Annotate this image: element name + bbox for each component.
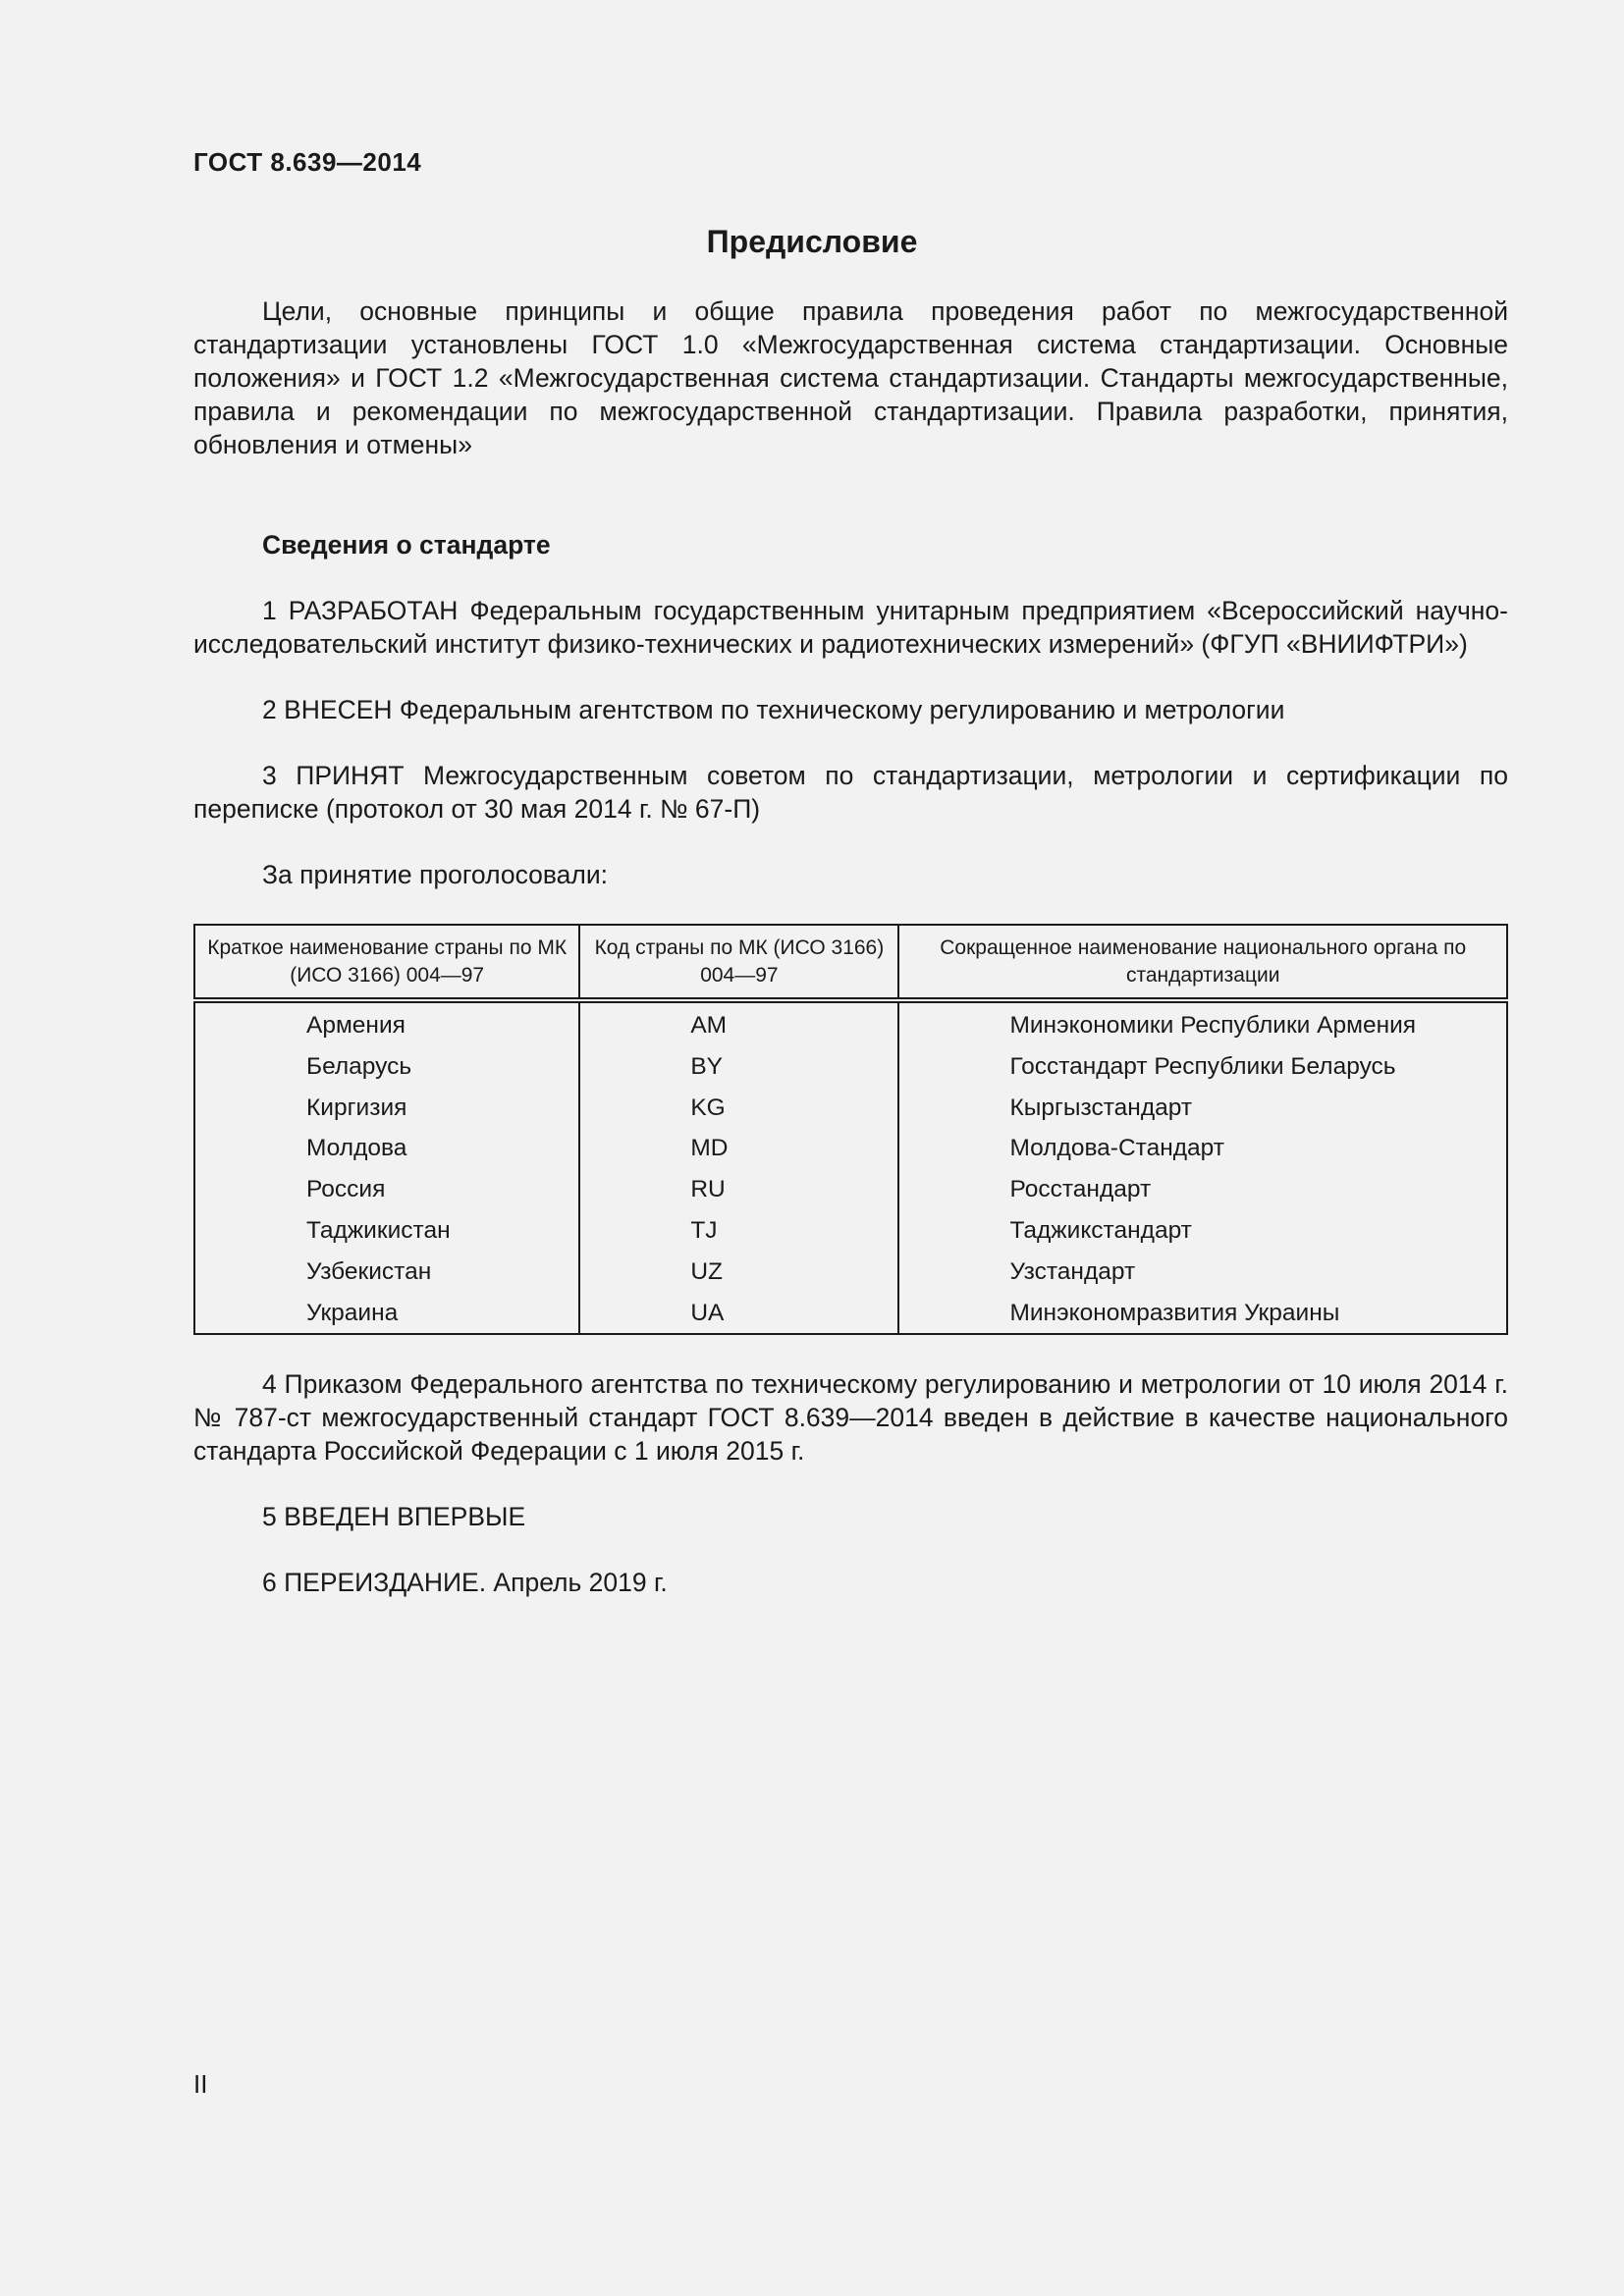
item-developed: 1 РАЗРАБОТАН Федеральным государственным унитарным предприятием «Всероссийский научно-исследовательский институт физико-технических и радиотехнических измерений» (ФГУП «ВНИИФТРИ»)	[193, 596, 1508, 659]
item-introduced-by: 2 ВНЕСЕН Федеральным агентством по техническому регулированию и метрологии	[262, 695, 1285, 724]
table-header-row	[194, 925, 1507, 1000]
item-reissue: 6 ПЕРЕИЗДАНИЕ. Апрель 2019 г.	[262, 1568, 668, 1598]
table-row	[194, 1000, 1507, 1046]
country-code: KG	[579, 1088, 898, 1129]
header-standards-body: Сокращенное наименование национального органа по стандартизации	[898, 925, 1507, 1000]
country-name: Киргизия	[194, 1088, 579, 1129]
country-name: Россия	[194, 1169, 579, 1210]
intro-paragraph: Цели, основные принципы и общие правила проведения работ по межгосударственной стандартизации установлены ГОСТ 1.0 «Межгосударственная система стандартизации. Основные положения» и ГОСТ 1.2 «Межгосударственная система стандартизации. Стандарты межгосударственные, правила и рекомендации по межгосударственной стандартизации. Правила разработки, принятия, обновления и отмены»	[193, 296, 1508, 459]
standards-body: Госстандарт Республики Беларусь	[898, 1046, 1507, 1088]
country-name: Украина	[194, 1293, 579, 1335]
voted-label: За принятие проголосовали:	[262, 860, 609, 889]
item-order: 4 Приказом Федерального агентства по техническому регулированию и метрологии от 10 июля 2014 г. № 787-ст межгосударственный стандарт ГОСТ 8.639—2014 введен в действие в качестве национального стандарта Российской Федерации с 1 июля 2015 г.	[193, 1369, 1508, 1467]
page-number: II	[193, 2069, 208, 2099]
item-adopted: 3 ПРИНЯТ Межгосударственным советом по стандартизации, метрологии и сертификации по переписке (протокол от 30 мая 2014 г. № 67-П)	[193, 761, 1508, 824]
country-name: Узбекистан	[194, 1252, 579, 1293]
standards-body: Минэкономики Республики Армения	[898, 1000, 1507, 1046]
table-row	[194, 1293, 1507, 1335]
country-code: UA	[579, 1293, 898, 1335]
foreword-body	[193, 294, 1508, 1599]
table-row	[194, 1128, 1507, 1169]
standards-body: Молдова-Стандарт	[898, 1128, 1507, 1169]
header-country-code: Код страны по МК (ИСО 3166) 004—97	[579, 925, 898, 1000]
header-country-name: Краткое наименование страны по МК (ИСО 3166) 004—97	[194, 925, 579, 1000]
table-row	[194, 1088, 1507, 1129]
country-name: Армения	[194, 1000, 579, 1046]
page-title: Предисловие	[706, 224, 918, 259]
item-first-time: 5 ВВЕДЕН ВПЕРВЫЕ	[262, 1502, 526, 1532]
country-code: RU	[579, 1169, 898, 1210]
voting-table	[193, 924, 1508, 1335]
standards-body: Узстандарт	[898, 1252, 1507, 1293]
country-code: BY	[579, 1046, 898, 1088]
country-name: Молдова	[194, 1128, 579, 1169]
document-code: ГОСТ 8.639—2014	[193, 147, 422, 177]
table-row	[194, 1210, 1507, 1252]
table-row	[194, 1169, 1507, 1210]
standards-body: Минэкономразвития Украины	[898, 1293, 1507, 1335]
section-heading: Сведения о стандарте	[262, 530, 551, 560]
country-code: AM	[579, 1000, 898, 1046]
standards-body: Таджикстандарт	[898, 1210, 1507, 1252]
country-code: MD	[579, 1128, 898, 1169]
table-row	[194, 1046, 1507, 1088]
country-name: Таджикистан	[194, 1210, 579, 1252]
table-row	[194, 1252, 1507, 1293]
country-name: Беларусь	[194, 1046, 579, 1088]
country-code: UZ	[579, 1252, 898, 1293]
standards-body: Кыргызстандарт	[898, 1088, 1507, 1129]
standards-body: Росстандарт	[898, 1169, 1507, 1210]
country-code: TJ	[579, 1210, 898, 1252]
